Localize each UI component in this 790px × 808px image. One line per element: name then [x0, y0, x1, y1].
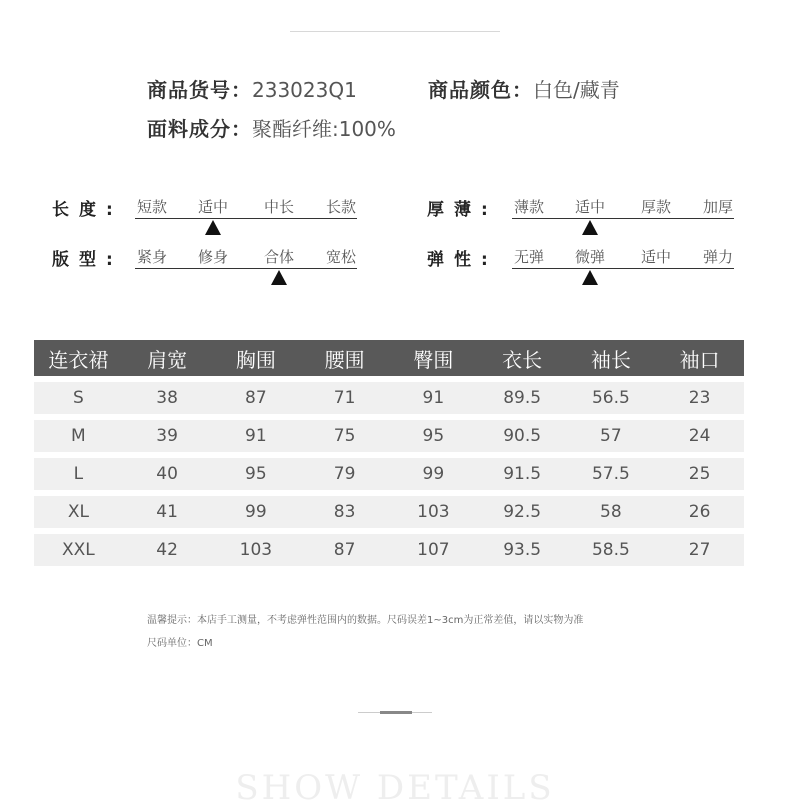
- table-cell: 58.5: [591, 540, 630, 560]
- elasticity-option: 适中: [640, 248, 672, 266]
- table-row: [34, 534, 744, 566]
- column-header: 胸围: [235, 347, 276, 372]
- length-option: 中长: [263, 198, 295, 216]
- table-cell: 92.5: [503, 502, 542, 522]
- thickness-option: 加厚: [702, 198, 734, 216]
- thickness-scale: [512, 196, 734, 236]
- column-header: 肩宽: [147, 347, 188, 372]
- table-cell: 95: [422, 426, 445, 446]
- table-cell: 57.5: [591, 464, 630, 484]
- table-row: [34, 496, 744, 528]
- product-color-label: 商品颜色：: [428, 78, 533, 102]
- elasticity-option: 弹力: [702, 248, 734, 266]
- elasticity-label: 弹性:: [427, 250, 498, 270]
- table-cell: 41: [156, 502, 178, 522]
- product-code: [147, 74, 357, 103]
- table-cell: 24: [688, 426, 711, 446]
- top-divider: [290, 31, 500, 32]
- column-header: 袖长: [590, 347, 631, 372]
- table-cell: 90.5: [503, 426, 542, 446]
- table-cell: 91: [422, 388, 445, 408]
- table-cell: 71: [333, 388, 356, 408]
- thickness-indicator-icon: [582, 220, 598, 235]
- size-cell: M: [71, 426, 86, 446]
- section-divider-accent: [380, 711, 412, 714]
- elasticity-scale-line: [512, 268, 734, 269]
- table-cell: 79: [333, 464, 356, 484]
- measurement-tip: 温馨提示：本店手工测量，不考虑弹性范围内的数据。尺码误差1~3cm为正常差值，请以实物为准: [147, 615, 584, 626]
- length-option: 适中: [197, 198, 229, 216]
- product-color: [428, 74, 620, 103]
- table-cell: 25: [688, 464, 711, 484]
- table-cell: 99: [422, 464, 445, 484]
- size-table-header: [34, 340, 744, 376]
- thickness-option: 薄款: [513, 198, 545, 216]
- table-cell: 75: [333, 426, 356, 446]
- table-cell: 57: [600, 426, 622, 446]
- table-cell: 42: [156, 540, 178, 560]
- table-cell: 89.5: [503, 388, 542, 408]
- table-row: [34, 382, 744, 414]
- size-cell: XL: [67, 502, 89, 522]
- elasticity-option: 无弹: [513, 248, 545, 266]
- product-code-value: 233023Q1: [252, 78, 357, 102]
- table-cell: 26: [688, 502, 711, 522]
- table-cell: 87: [333, 540, 356, 560]
- size-unit-note: 尺码单位：CM: [147, 638, 213, 649]
- table-cell: 58: [600, 502, 622, 522]
- column-header: 臀围: [413, 347, 454, 372]
- column-header: 腰围: [324, 347, 365, 372]
- length-scale-line: [135, 218, 357, 219]
- section-title: SHOW DETAILS: [235, 768, 555, 808]
- fit-option: 紧身: [136, 248, 168, 266]
- table-cell: 40: [156, 464, 178, 484]
- column-header: 袖口: [679, 347, 720, 372]
- table-cell: 38: [156, 388, 178, 408]
- table-cell: 93.5: [503, 540, 542, 560]
- table-cell: 103: [239, 540, 273, 560]
- table-cell: 103: [417, 502, 450, 522]
- fit-indicator-icon: [271, 270, 287, 285]
- thickness-scale-line: [512, 218, 734, 219]
- thickness-option: 适中: [574, 198, 606, 216]
- product-fabric-label: 面料成分：: [147, 117, 252, 141]
- table-cell: 99: [245, 502, 267, 522]
- product-fabric-value: 聚酯纤维:100%: [252, 117, 396, 141]
- thickness-option: 厚款: [640, 198, 672, 216]
- fit-scale: [135, 246, 357, 286]
- table-row: [34, 458, 744, 490]
- product-code-label: 商品货号：: [147, 78, 252, 102]
- table-cell: 87: [245, 388, 267, 408]
- length-option: 长款: [325, 198, 357, 216]
- table-cell: 39: [156, 426, 178, 446]
- table-cell: 83: [333, 502, 356, 522]
- size-cell: L: [73, 464, 84, 484]
- size-cell: XXL: [61, 540, 95, 560]
- length-label: 长度:: [52, 200, 123, 220]
- elasticity-scale: [512, 246, 734, 286]
- elasticity-indicator-icon: [582, 270, 598, 285]
- fit-option: 修身: [197, 248, 229, 266]
- table-cell: 95: [245, 464, 267, 484]
- column-header: 衣长: [502, 347, 543, 372]
- table-cell: 91.5: [503, 464, 542, 484]
- fit-option: 合体: [263, 248, 295, 266]
- table-cell: 27: [688, 540, 711, 560]
- length-indicator-icon: [205, 220, 221, 235]
- thickness-label: 厚薄:: [427, 200, 498, 220]
- table-cell: 56.5: [591, 388, 630, 408]
- table-cell: 107: [417, 540, 450, 560]
- column-header: 连衣裙: [48, 347, 109, 372]
- table-row: [34, 420, 744, 452]
- elasticity-option: 微弹: [574, 248, 606, 266]
- product-color-value: 白色/藏青: [533, 78, 620, 102]
- size-cell: S: [72, 388, 84, 408]
- fit-scale-line: [135, 268, 357, 269]
- length-scale: [135, 196, 357, 236]
- product-fabric: [147, 113, 396, 142]
- size-table: [34, 340, 744, 566]
- table-cell: 91: [245, 426, 267, 446]
- length-option: 短款: [136, 198, 168, 216]
- table-cell: 23: [688, 388, 711, 408]
- fit-option: 宽松: [325, 248, 357, 266]
- fit-label: 版型:: [52, 250, 123, 270]
